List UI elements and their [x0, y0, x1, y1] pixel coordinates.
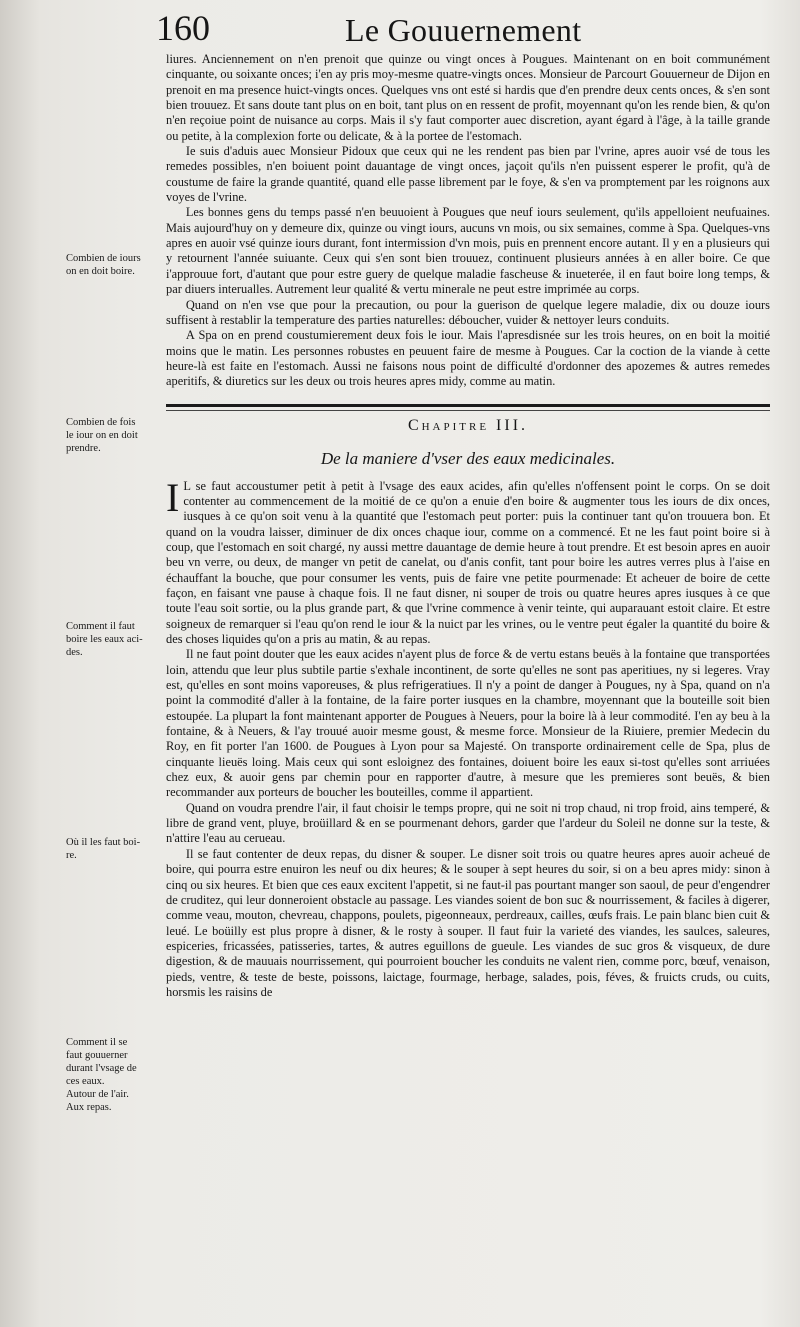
chapter-rule [166, 404, 770, 407]
chapter-heading: Chapitre III. [407, 416, 529, 434]
paragraph: Les bonnes gens du temps passé n'en beuuoient à Pougues que neuf iours seulement, qu'ils appelloient neufuaines. Mais aujourd'huy on y demeure dix, quinze ou vingt iours, aucuns vn mois, ou six semaines, comme à Spa. Quelques-vns apres en auoir vsé quinze iours durant, font intermission d'vn mois, puis en prennent encore autant. Il y en a plusieurs qui y retournent l'année suiuante. Ceux qui s'en sont bien trouuez, continuent plusieurs années à en aller boire. Ce que i'approuue fort, d'autant que pour estre guery de quelque maladie fascheuse & inueterée, il en faut boire long temps, & par diuers interualles. Autrement leur qualité & vertu minerale ne peut estre imprimée au corps. [166, 205, 770, 297]
dropcap: I [166, 474, 180, 520]
paragraph-with-dropcap [166, 474, 770, 648]
chapter-subtitle: De la maniere d'vser des eaux medicinales. [320, 448, 616, 468]
page-number: 160 [156, 8, 210, 48]
bleed-through-text [0, 0, 60, 1327]
paragraph: Ie suis d'aduis auec Monsieur Pidoux que ceux qui ne les rendent pas bien par l'vrine, apres auoir vsé de tous les remedes possibles, n'en boiuent point dauantage de vingt onces, jaçoit qu'ils n'en puissent esperer le profit, qu'à de coustume de faire la grande quantité, quand elle passe librement par le foye, & s'en va promptement par les roignons aux voyes de l'vrine. [166, 144, 770, 205]
margin-note-line: ces eaux. [66, 1076, 105, 1087]
margin-note-line: prendre. [66, 443, 101, 454]
running-title: Le Gouuernement [345, 12, 582, 48]
margin-note-line: Comment il se [66, 1037, 128, 1048]
paragraph: liures. Anciennement on n'en prenoit que quinze ou vingt onces à Pougues. Maintenant on en boit communément cinquante, ou soixante onces; i'en ay pris moy-mesme quatre-vingts onces. Monsieur de Parcourt Gouuerneur de Dijon en prenoit en ma presence huict-vingts onces. Quelques vns ont esté si hardis que d'en prendre deux cents onces, & s'en sont bien trouuez. Et sans doute tant plus on en boit, tant plus on en ressent de profit, moyennant qu'on les rende bien, & qu'on n'en reçoiue point de nuisance au corps. Mais il s'y faut comporter auec discretion, ayant égard à l'âge, à la taille grande ou petite, à la complexion forte ou delicate, & à la portee de l'estomach. [166, 52, 770, 143]
margin-note-line: Aux repas. [66, 1102, 112, 1113]
margin-note-line: Où il les faut boi- [66, 837, 141, 848]
paragraph: Il se faut contenter de deux repas, du disner & souper. Le disner soit trois ou quatre heures apres auoir acheué de boire, qui pourra estre enuiron les neuf ou dix heures; & le souper à sept heures du soir, si on a beu apres midy: sinon à cinq ou six heures. Et bien que ces eaux excitent l'appetit, si ne faut-il pas pourtant manger son saoul, de peur d'engendrer de cruditez, qui leur donneroient obstacle au passage. Les viandes soient de bon suc & nourrissement, & faciles à digerer, comme veau, mouton, chevreau, chappons, poulets, pigeonneaux, perdreaux, cailles, œufs frais. Le pain blanc bien cuit & leué. Le boüilly est plus propre à disner, & le rosty à souper. Il faut fuir la varieté des viandes, les saulces, saleures, espiceries, fricassées, patisseries, tartes, & autres eguillons de gueule. Les viandes de suc gros & visqueux, de dure digestion, & de mauuais nourrissement, qui pourroient boucher les conduits ne valent rien, comme porc, bœuf, venaison, pieds, ventre, & teste de beste, poissons, laictage, fourmage, herbage, salades, pois, féves, & fruicts cruds, ou cuits, horsmis les raisins de [166, 846, 770, 999]
margin-note-line: faut gouuerner [66, 1050, 128, 1061]
margin-note-line: le iour on en doit [66, 430, 138, 441]
margin-note-line: Comment il faut [66, 621, 135, 632]
margin-note-how [66, 620, 166, 659]
margin-note-conduct [66, 1036, 166, 1114]
paragraph: Il ne faut point douter que les eaux acides n'ayent plus de force & de vertu estans beuës à la fontaine que transportées loin, attendu que leur plus subtile partie s'exhale incontinent, de sorte qu'elles ne sont pas aperitiues, ny si legeres. Vray est, qu'elles en sont moins vaporeuses, & plus refrigeratiues. Il n'y a point de danger à Pougues, ny à Spa, quand on n'a point la commodité d'aller à la fontaine, de la faire porter iusques en la chambre, moyennant que la bouteille soit bien estoupée. La plupart la font maintenant apporter de Pougues à Neuers, pour la boire là à leur commodité. I'en ay beu à la fontaine, & à Neuers, & l'ay trouué auoir mesme goust, & mesme force. Monsieur de la Riuiere, premier Medecin du Roy, en fit porter l'an 1600. de Pougues à Lyon pour sa Majesté. On transporte ordinairement celle de Spa, plus de cinquante lieuës loing. Mais ceux qui sont esloignez des fontaines, doiuent boire les eaux si-tost qu'elles sont arriuées chez eux, & auoir gens par chemin pour en rapporter d'autre, à mesure que les premieres sont beuës, & bien recommander aux porteurs de boucher les bouteilles, comme il appartient. [166, 647, 770, 800]
margin-note-line: Combien de iours [66, 253, 141, 264]
margin-note-line: on en doit boire. [66, 266, 135, 277]
margin-note-days [66, 252, 166, 278]
margin-note-line: re. [66, 850, 77, 861]
margin-note-line: des. [66, 647, 83, 658]
paragraph: Quand on n'en vse que pour la precaution, ou pour la guerison de quelque legere maladie, dix ou douze iours suffisent à restablir la temperature des parties naturelles: déboucher, vuider & nettoyer leurs conduits. [166, 297, 770, 327]
paragraph: A Spa on en prend coustumierement deux fois le iour. Mais l'apresdisnée sur les trois heures, on en boit la moitié moins que le matin. Les personnes robustes en peuuent faire de mesme à Pougues. Car la coction de la viande à cette heure-là est faite en l'estomach. Aussi ne faisons nous point de difficulté d'ordonner des apozemes & autres remedes aperitifs, & diuretics sur les deux ou trois heures apres midy, comme au matin. [166, 328, 770, 389]
paragraph: Quand on voudra prendre l'air, il faut choisir le temps propre, qui ne soit ni trop chaud, ni trop froid, ains temperé, & libre de grand vent, pluye, broüillard & en se pourmenant dehors, garder que l'ardeur du Soleil ne donne sur la teste, & n'attire l'eau au cerueau. [166, 800, 770, 846]
margin-note-line: durant l'vsage de [66, 1063, 137, 1074]
paragraph-text: L se faut accoustumer petit à petit à l'vsage des eaux acides, afin qu'elles n'offensent point le corps. On se doit contenter au commencement de la moitié de ce qu'on a enuie d'en boire & augmenter tous les iours de dix onces, iusques à ce qu'on soit venu à la quantité que l'estomach peut porter: puis la continuer tant qu'on trouuera bon. Et quand on la voudra laisser, diminuer de dix onces chaque iour, comme on a commencé. Et ne les faut point boire si à coup, que l'estomach en soit chargé, ny aussi mettre dauantage de demie heure à tout prendre. Et est besoin apres en auoir beu vn verre, ou deux, de manger vn petit de canelat, ou d'anis confit, tant pour boire les autres verres plus à l'aise en échauffant la bouche, que pour consumer les vents, puis de faire vne petite pourmenade: Et acheuer de boire de cette façon, en faisant vne pause à chaque fois. Il ne faut disner, ni souper de trois ou quatre heures apres iusques à ce que toute l'eau soit sortie, ou la plus grande part, & que l'vrine commence à venir teinte, qui auparauant estoit claire. Et estre soigneux de remarquer si l'eau qu'on rend le iour & la nuict par les vrines, ou le ventre peut égaler la quantité du boire & des choses liquides qu'on a pris au matin, & au repas. [166, 478, 770, 646]
margin-note-line: Autour de l'air. [66, 1089, 129, 1100]
main-text [166, 52, 770, 1000]
margin-note-where [66, 836, 166, 862]
margin-note-times [66, 416, 166, 455]
margin-note-line: Combien de fois [66, 417, 136, 428]
margin-note-line: boire les eaux aci- [66, 634, 143, 645]
